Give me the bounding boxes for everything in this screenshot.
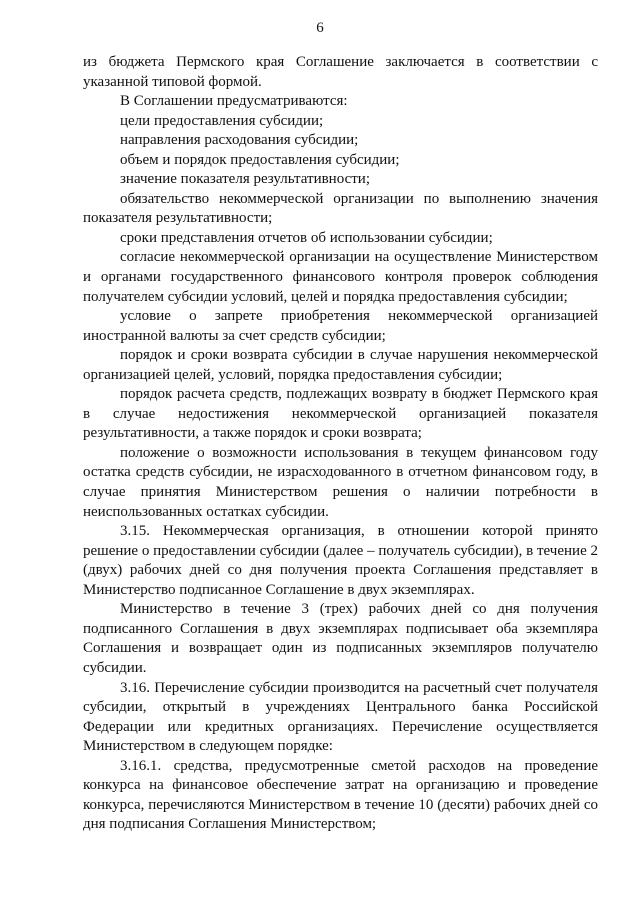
paragraph-agreement-provides: В Соглашении предусматриваются: xyxy=(120,93,348,110)
list-item-return-calculation: порядок расчета средств, подлежащих возврату в бюджет Пермского края в случае недостижения некоммерческой организацией показателя результативности, а также порядок и сроки возврата; xyxy=(83,386,598,442)
page-number: 6 xyxy=(316,20,324,36)
paragraph-continuation: из бюджета Пермского края Соглашение заключается в соответствии с указанной типовой формой. xyxy=(83,54,598,90)
list-item-indicator: значение показателя результативности; xyxy=(120,171,370,188)
paragraph-ministry-signing: Министерство в течение 3 (трех) рабочих дней со дня получения подписанного Соглашения в двух экземплярах подписывает оба экземпляра Соглашения и возвращает один из подписанных экземпляров получателю субсидии. xyxy=(83,601,598,676)
list-item-volume: объем и порядок предоставления субсидии; xyxy=(120,151,400,168)
list-item-report-terms: сроки представления отчетов об использовании субсидии; xyxy=(120,229,493,246)
list-item-balance-use: положение о возможности использования в текущем финансовом году остатка средств субсидии, не израсходованного в отчетном финансовом году, в случае принятия Министерством решения о наличии потребности в неиспользованных остатках субсидии. xyxy=(83,444,598,520)
list-item-consent-checks: согласие некоммерческой организации на осуществление Министерством и органами государственного финансового контроля проверок соблюдения получателем субсидии условий, целей и порядка предоставления субсидии; xyxy=(83,249,598,305)
list-item-directions: направления расходования субсидии; xyxy=(120,132,359,149)
list-item-purposes: цели предоставления субсидии; xyxy=(120,112,324,129)
list-item-obligation: обязательство некоммерческой организации по выполнению значения показателя результативности; xyxy=(83,190,598,227)
paragraph-3-15: 3.15. Некоммерческая организация, в отношении которой принято решение о предоставлении субсидии (далее – получатель субсидии), в течение 2 (двух) рабочих дней со дня получения проекта Соглашения представляет в Министерство подписанное Соглашение в двух экземплярах. xyxy=(83,523,598,598)
list-item-currency-ban: условие о запрете приобретения некоммерческой организацией иностранной валюты за счет средств субсидии; xyxy=(83,308,598,344)
paragraph-3-16-1: 3.16.1. средства, предусмотренные сметой расходов на проведение конкурса на финансовое обеспечение затрат на организацию и проведение конкурса, перечисляются Министерством в течение 10 (десяти) рабочих дней со дня подписания Соглашения Министерством; xyxy=(83,757,598,833)
paragraph-3-16: 3.16. Перечисление субсидии производится на расчетный счет получателя субсидии, открытый в учреждениях Центрального банка Российской Федерации или кредитных организациях. Перечисление осуществляется Министерством в следующем порядке: xyxy=(83,679,598,755)
document-body xyxy=(83,53,598,835)
list-item-return-violation: порядок и сроки возврата субсидии в случае нарушения некоммерческой организацией целей, условий, порядка предоставления субсидии; xyxy=(83,347,598,383)
